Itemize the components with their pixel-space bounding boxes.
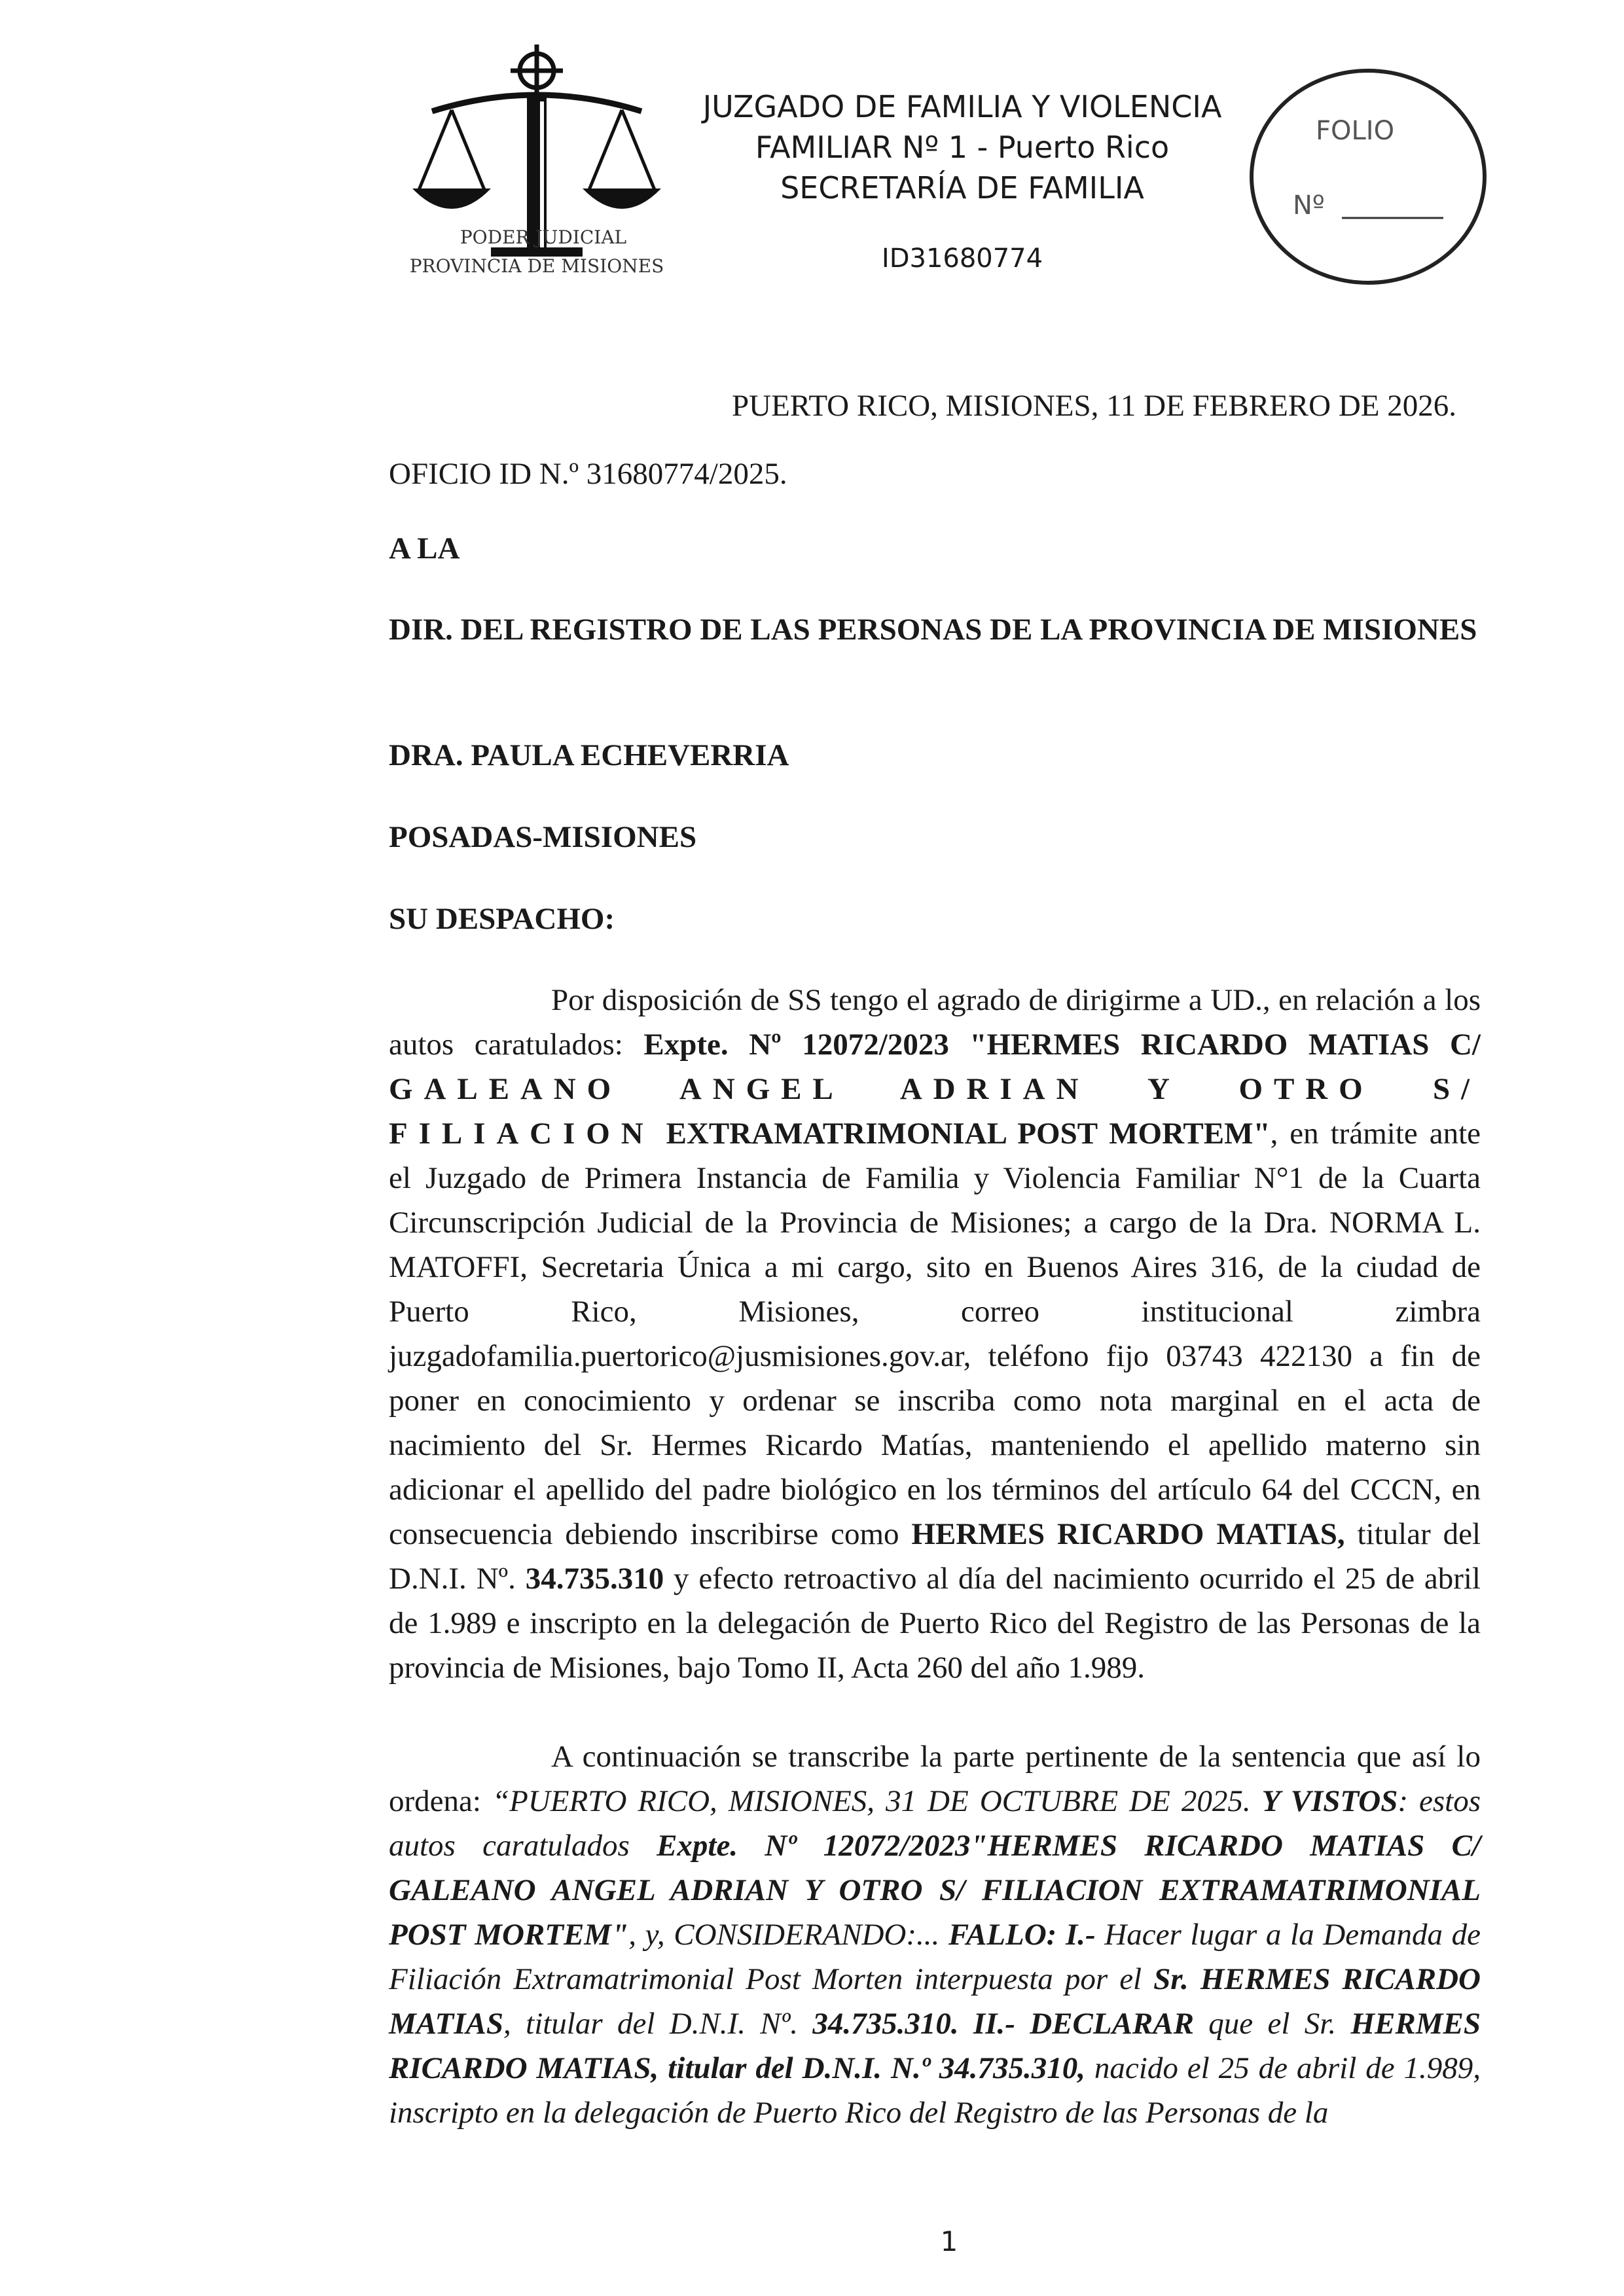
oficio-number: OFICIO ID N.º 31680774/2025. xyxy=(389,457,787,491)
body-paragraph-1 xyxy=(389,978,1481,1690)
sentence-name-2: HERMES RICARDO MATIAS, titular del D.N.I. N.º 34.735.310, xyxy=(389,2007,1481,2085)
page-number: 1 xyxy=(940,2225,958,2257)
poder-judicial-seal-icon xyxy=(406,39,681,288)
sentence-declarar: 34.735.310. II.- DECLARAR xyxy=(812,2007,1194,2041)
folio-stamp xyxy=(1244,62,1492,291)
case-title-3: EXTRAMATRIMONIAL POST MORTEM" xyxy=(654,1117,1271,1151)
recipient-prefix: A LA xyxy=(389,531,460,565)
para1-text-3: titular del D.N.I. Nº. xyxy=(389,1517,1481,1596)
letter-date: PUERTO RICO, MISIONES, 11 DE FEBRERO DE 2026. xyxy=(732,389,1456,423)
para2-text-6: que el Sr. xyxy=(1193,2007,1351,2041)
case-title-2: GALEANO ANGEL ADRIAN Y OTRO S/ FILIACION xyxy=(389,1072,1481,1151)
recipient-name: DRA. PAULA ECHEVERRIA xyxy=(389,738,789,772)
seal-text-line1: PODER JUDICIAL xyxy=(460,226,627,248)
dni-number: 34.735.310 xyxy=(525,1562,664,1596)
para2-text-1: A continuación se transcribe la parte pertinente de la sentencia que así lo ordena: xyxy=(389,1740,1481,1818)
sentence-vistos: Y VISTOS xyxy=(1261,1784,1398,1818)
body-paragraph-2 xyxy=(389,1734,1481,2135)
document-id: ID31680774 xyxy=(881,243,1043,274)
para1-text-2: , en trámite ante el Juzgado de Primera Instancia de Familia y Violencia Familiar N°1 de la Cuarta Circunscripción Judicial de la Provincia de Misiones; a cargo de la Dra. NORMA L. MATOFFI, Secretaria Única a mi cargo, sito en Buenos Aires 316, de la ciudad de Puerto Rico, Misiones, correo institucional zimbra juzgadofamilia.puertorico@jusmisiones.gov.ar, teléfono fijo 03743 422130 a fin de poner en conocimiento y ordenar se inscriba como nota marginal en el acta de nacimiento del Sr. Hermes Ricardo Matías, manteniendo el apellido materno sin adicionar el apellido del padre biológico en los términos del artículo 64 del CCCN, en consecuencia debiendo inscribirse como xyxy=(389,1117,1481,1551)
salutation: SU DESPACHO: xyxy=(389,902,615,936)
para1-text-1: Por disposición de SS tengo el agrado de dirigirme a UD., en relación a los autos caratulados: xyxy=(389,983,1481,1062)
court-name-line2: FAMILIAR Nº 1 - Puerto Rico xyxy=(755,130,1170,165)
folio-number-label: Nº xyxy=(1293,190,1325,221)
sentence-date: “PUERTO RICO, MISIONES, 31 DE OCTUBRE DE 2025. xyxy=(492,1784,1262,1818)
seal-text-line2: PROVINCIA DE MISIONES xyxy=(409,255,664,277)
para2-text-7: nacido el 25 de abril de 1.989, inscripto en la delegación de Puerto Rico del Registro de las Personas de la xyxy=(389,2051,1481,2130)
court-name-line1: JUZGADO DE FAMILIA Y VIOLENCIA xyxy=(702,89,1222,124)
para2-text-5: , titular del D.N.I. Nº. xyxy=(503,2007,813,2041)
para1-text-4: y efecto retroactivo al día del nacimiento ocurrido el 25 de abril de 1.989 e inscripto en la delegación de Puerto Rico del Registro de las Personas de la provincia de Misiones, bajo Tomo II, Acta 260 del año 1.989. xyxy=(389,1562,1481,1685)
sentence-name-1: Sr. HERMES RICARDO MATIAS xyxy=(389,1962,1481,2041)
registered-name: HERMES RICARDO MATIAS, xyxy=(911,1517,1345,1551)
folio-label: FOLIO xyxy=(1316,116,1395,146)
para2-text-3: , y, CONSIDERANDO:... xyxy=(628,1918,948,1952)
para2-text-2: : estos autos caratulados xyxy=(389,1784,1481,1863)
recipient-city: POSADAS-MISIONES xyxy=(389,820,697,854)
recipient-office: DIR. DEL REGISTRO DE LAS PERSONAS DE LA PROVINCIA DE MISIONES xyxy=(389,613,1477,647)
secretariat-name: SECRETARÍA DE FAMILIA xyxy=(780,170,1144,206)
sentence-case-title: Expte. Nº 12072/2023"HERMES RICARDO MATIAS C/ GALEANO ANGEL ADRIAN Y OTRO S/ FILIACION EXTRAMATRIMONIAL POST MORTEM" xyxy=(389,1829,1481,1952)
sentence-fallo: FALLO: I.- xyxy=(948,1918,1096,1952)
case-title-1: Expte. Nº 12072/2023 "HERMES RICARDO MATIAS C/ xyxy=(643,1028,1481,1062)
para2-text-4: Hacer lugar a la Demanda de Filiación Extramatrimonial Post Morten interpuesta por el xyxy=(389,1918,1481,1996)
